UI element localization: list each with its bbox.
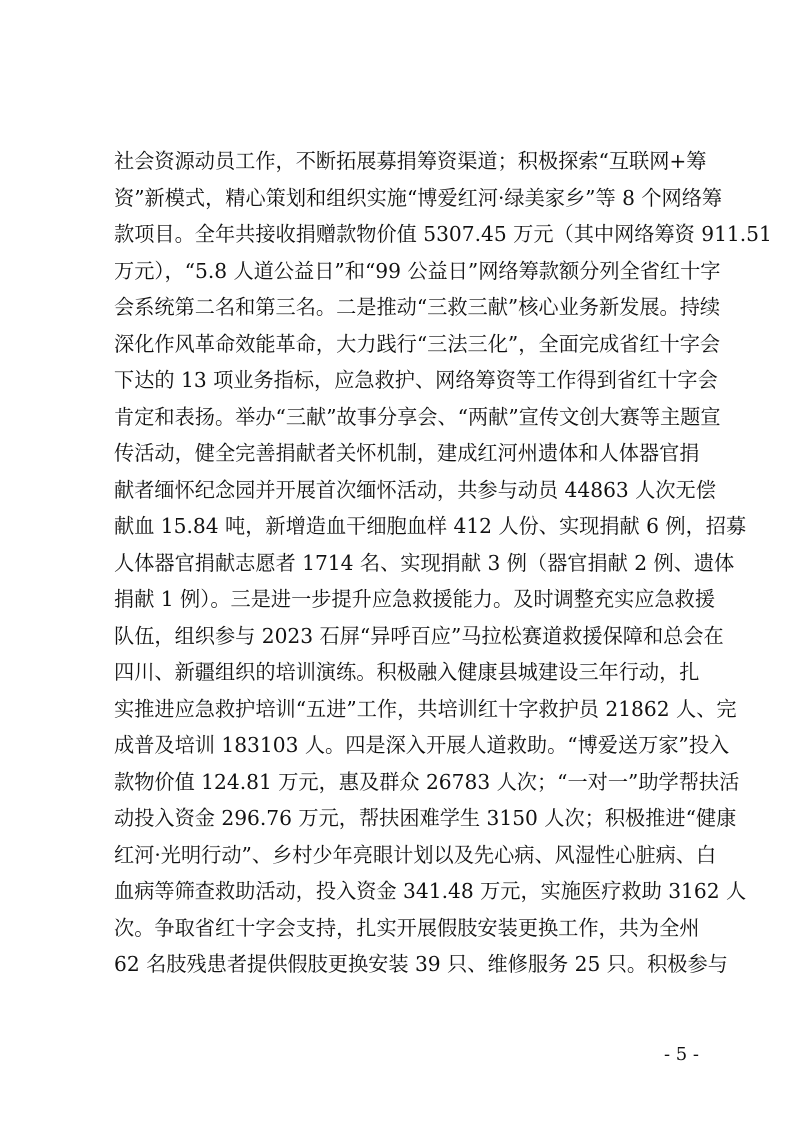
text-line: 人体器官捐献志愿者 1714 名、实现捐献 3 例（器官捐献 2 例、遗体 [114,550,735,575]
text-line: 实推进应急救护培训“五进”工作，共培训红十字救护员 21862 人、完 [114,696,737,721]
text-line: 四川、新疆组织的培训演练。积极融入健康县城建设三年行动，扎 [114,660,700,684]
text-line: 传活动，健全完善捐献者关怀机制，建成红河州遗体和人体器官捐 [114,441,700,465]
text-line: 下达的 13 项业务指标，应急救护、网络筹资等工作得到省红十字会 [114,368,718,392]
text-line: 献血 15.84 吨，新增造血干细胞血样 412 人份、实现捐献 6 例，招募 [114,514,747,538]
text-line: 肯定和表扬。举办“三献”故事分享会、“两献”宣传文创大赛等主题宣 [114,404,721,429]
text-line: 队伍，组织参与 2023 石屏“异呼百应”马拉松赛道救援保障和总会在 [114,623,724,648]
text-line: 血病等筛查救助活动，投入资金 341.48 万元，实施医疗救助 3162 人 [114,879,747,903]
text-line: 社会资源动员工作，不断拓展募捐筹资渠道；积极探索“互联网+筹 [114,149,707,173]
page-number: - 5 - [663,1044,699,1065]
text-line: 成普及培训 183103 人。四是深入开展人道救助。“博爱送万家”投入 [114,733,730,757]
text-line: 款项目。全年共接收捐赠款物价值 5307.45 万元（其中网络筹资 911.51 [114,222,772,246]
text-line: 次。争取省红十字会支持，扎实开展假肢安装更换工作，共为全州 [114,915,700,940]
text-line: 红河·光明行动”、乡村少年亮眼计划以及先心病、风湿性心脏病、白 [114,842,717,867]
text-line: 款物价值 124.81 万元，惠及群众 26783 人次；“一对一”助学帮扶活 [114,769,740,794]
body-text [114,143,772,983]
text-line: 会系统第二名和第三名。二是推动“三救三献”核心业务新发展。持续 [114,295,721,319]
text-line: 献者缅怀纪念园并开展首次缅怀活动，共参与动员 44863 人次无偿 [114,477,716,502]
text-line: 62 名肢残患者提供假肢更换安装 39 只、维修服务 25 只。积极参与 [114,952,728,976]
text-line: 资”新模式，精心策划和组织实施“博爱红河·绿美家乡”等 8 个网络筹 [114,185,723,210]
text-line: 捐献 1 例）。三是进一步提升应急救援能力。及时调整充实应急救援 [114,587,716,611]
text-line: 深化作风革命效能革命，大力践行“三法三化”，全面完成省红十字会 [114,331,721,356]
text-line: 万元），“5.8 人道公益日”和“99 公益日”网络筹款额分列全省红十字 [114,258,721,283]
text-line: 动投入资金 296.76 万元，帮扶困难学生 3150 人次；积极推进“健康 [114,806,737,830]
